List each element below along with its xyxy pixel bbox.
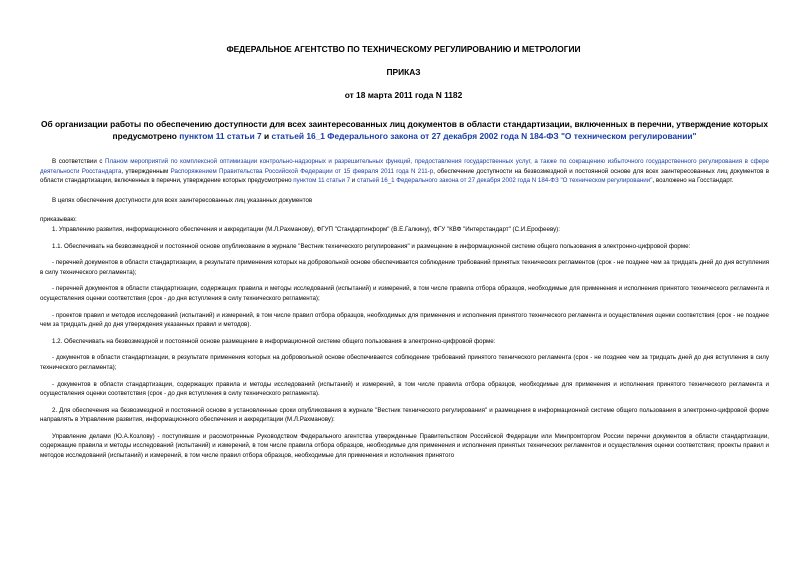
paragraph-2: 2. Для обеспечения на безвозмездной и постоянной основе в установленные сроки опубликования в журнале "Вестник технического регулирования" и размещения в информационной системе общего пользования в электронно-цифровой форме направлять в Управление развития, информационного обеспечения и аккредитации (М.Л.Рахманову): bbox=[40, 406, 769, 424]
date-number-heading: от 18 марта 2011 года N 1182 bbox=[344, 90, 463, 100]
intro-link-article-16-1[interactable]: статьей 16_1 Федерального закона от 27 декабря 2002 года N 184-ФЗ "О техническом регулировании" bbox=[356, 177, 653, 185]
paragraph-1-2-b: - документов в области стандартизации, содержащих правила и методы исследований (испытаний) и измерений, в том числе правила отбора образцов, необходимые для применения и исполнения принятого технического регламента и осуществления оценки соответствия (срок - до дня вступления в силу технического регламента). bbox=[40, 380, 769, 398]
intro-text-1: В соответствии с bbox=[52, 158, 106, 165]
document-body bbox=[40, 157, 769, 461]
title-text-2: и bbox=[261, 131, 272, 141]
title-link-article-7[interactable]: пунктом 11 статьи 7 bbox=[179, 131, 262, 141]
order-keyword: приказываю: bbox=[40, 216, 77, 224]
intro-text-2: , утвержденным bbox=[121, 167, 171, 175]
paragraph-last: Управление делами (Ю.А.Козлову) - поступившие и рассмотренные Руководством Федерального агентства утвержденные Правительством Российской Федерации или Минпромторгом России перечни документов в области стандартизации, содержащие правила и методы исследований (испытаний) и измерений, в том числе правила отбора образцов, необходимые для применения и исполнения принятых технических регламентов и осуществления оценки соответствия; проекты правил и методов исследований (испытаний) и измерений, в том числе правил отбора образцов, необходимые для применения и исполнения принятого bbox=[40, 432, 769, 460]
intro-link-decree[interactable]: Распоряжением Правительства Российской Федерации от 15 февраля 2011 года N 211-р bbox=[170, 167, 434, 175]
paragraph-1-1-b: - перечней документов в области стандартизации, содержащих правила и методы исследований (испытаний) и измерений, в том числе правила отбора образцов, необходимые для применения и исполнения принятого технического регламента и осуществления оценки соответствия (срок - до дня вступления в силу технического регламента); bbox=[40, 285, 769, 302]
document-type-heading: ПРИКАЗ bbox=[386, 67, 421, 77]
intro-text-3: , обеспечение доступности на безвозмездной и постоянной основе для всех заинтересованных лиц документов в области стандартизации, включенных в перечни, утверждение которых предусмотрено bbox=[40, 167, 769, 185]
agency-heading: ФЕДЕРАЛЬНОЕ АГЕНТСТВО ПО ТЕХНИЧЕСКОМУ РЕГУЛИРОВАНИЮ И МЕТРОЛОГИИ bbox=[226, 44, 581, 54]
paragraph-1: 1. Управлению развития, информационного обеспечения и аккредитации (М.Л.Рахманову), ФГУП "Стандартинформ" (В.Е.Галкину), ФГУ "КВФ "Интерстандарт" (С.И.Ерофееву): bbox=[52, 225, 560, 233]
intro-link-plan[interactable]: Планом мероприятий по комплексной оптимизации контрольно-надзорных и разрешительных функций, предоставления государственных услуг, а также по сокращению избыточного государственного регулирования в сфере деятельности Росстандарта bbox=[40, 158, 769, 175]
title-text-1: Об организации работы по обеспечению доступности для всех заинтересованных лиц документов в области стандартизации, включенных в перечни, утверждение которых предусмотрено bbox=[41, 119, 768, 141]
document-title bbox=[36, 118, 773, 142]
purpose-paragraph: В целях обеспечения доступности для всех заинтересованных лиц указанных документов bbox=[52, 196, 313, 204]
intro-link-article-7[interactable]: пунктом 11 статьи 7 bbox=[293, 177, 351, 185]
intro-text-5: , возложено на Госстандарт. bbox=[652, 177, 734, 185]
paragraph-1-2: 1.2. Обеспечивать на безвозмездной и постоянной основе размещение в информационной системе общего пользования в электронно-цифровой форме: bbox=[52, 337, 496, 345]
paragraph-1-1-c: - проектов правил и методов исследований (испытаний) и измерений, в том числе правил отбора образцов, необходимых для применения и исполнения принятого технического регламента и осуществления оценки соответствия (срок - не позднее чем за тридцать дней до дня утверждения указанных правил и методов). bbox=[40, 311, 769, 329]
paragraph-1-1-a: - перечней документов в области стандартизации, в результате применения которых на добровольной основе обеспечивается соблюдение требований принятых технических регламентов (срок - не позднее чем за тридцать дней до дня вступления в силу технического регламента); bbox=[40, 259, 769, 276]
paragraph-1-1: 1.1. Обеспечивать на безвозмездной и постоянной основе опубликование в журнале "Вестник технического регулирования" и размещение в информационной системе общего пользования в электронно-цифровой форме: bbox=[52, 242, 691, 250]
intro-text-4: и bbox=[350, 177, 357, 185]
title-link-article-16-1[interactable]: статьей 16_1 Федерального закона от 27 декабря 2002 года N 184-ФЗ "О техническом регулировании" bbox=[271, 131, 697, 141]
intro-paragraph bbox=[40, 157, 769, 186]
paragraph-1-2-a: - документов в области стандартизации, в результате применения которых на добровольной основе обеспечивается соблюдение требований принятого технического регламента (срок - не позднее чем за тридцать дней до дня вступления в силу технического регламента); bbox=[40, 354, 769, 371]
